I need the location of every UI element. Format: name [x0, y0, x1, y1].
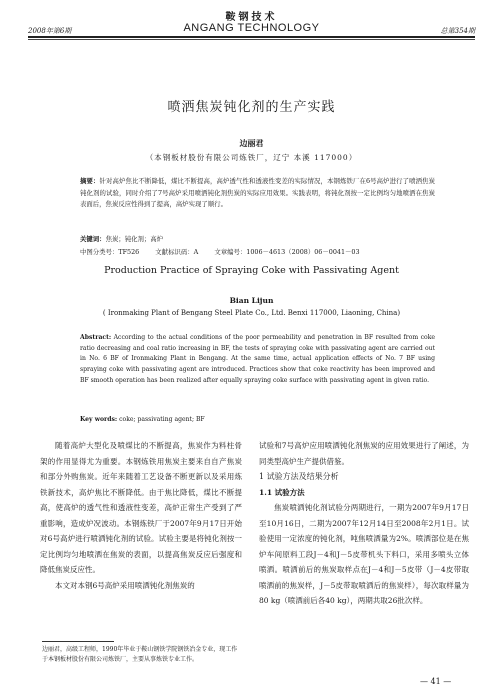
header-rule-thin — [28, 39, 475, 40]
issue-label: 2008年第6期 — [28, 27, 72, 35]
running-header — [28, 22, 475, 36]
document-code: 文献标识码：A — [155, 248, 199, 256]
abstract-text-en: According to the actual conditions of the poor permeability and penetration in BF resulted from coke ratio decreasing and coal ratio increasing in BF, the tests of spraying coke with passivating agent are carried out in No. 6 BF of Ironmaking Plant in Bengang. At the same time, actual application effects of No. 7 BF using spraying coke with passivating agent are introduced. Practices show that coke reactivity has been improved and BF smooth operation has been realized after equally spraying coke surface with passivating agent in given ratio. — [80, 334, 435, 384]
author-name-en: Bian Lijun — [229, 296, 274, 305]
abstract-en — [80, 333, 435, 387]
journal-name-cn: 鞍钢技术 — [225, 12, 278, 23]
section-heading: 1 试验方法及结果分析 — [259, 472, 339, 481]
author-name-cn: 边丽君 — [239, 138, 264, 148]
body-paragraph: 本文对本钢6号高炉采用喷洒钝化剂焦炭的 — [55, 580, 195, 590]
body-paragraph: 随着高炉大型化及喷煤比的不断提高，焦炭作为料柱骨架的作用显得尤为重要。本钢炼铁用焦炭主要来自自产焦炭和部分外购焦炭。近年来随着工艺设备不断更新以及采用炼铁新技术，高炉焦比不断降低。由于焦比降低，煤比不断提高，使高炉的透气性和透液性变差，高炉正常生产受到了严重影响，造成炉况波动。本钢炼铁厂于2007年9月17日开始对6号高炉进行喷洒钝化剂的试验。试验主要是将钝化剂按一定比例均匀地喷洒在焦炭的表面，以提高焦炭反应后强度和降低焦炭反应性。 — [40, 441, 242, 574]
body-column-left — [40, 438, 242, 593]
journal-name-en: ANGANG TECHNOLOGY — [183, 22, 320, 34]
class-number: 中图分类号：TF526 — [80, 248, 140, 256]
abstract-cn — [80, 176, 435, 211]
footnote-rule — [42, 641, 114, 642]
body-paragraph: 试验和7号高炉应用喷洒钝化剂焦炭的应用效果进行了阐述，为同类型高炉生产提供借鉴。 — [259, 441, 469, 466]
article-title-cn: 喷洒焦炭钝化剂的生产实践 — [167, 100, 336, 115]
abstract-label-en: Abstract: — [80, 334, 112, 341]
total-issue-label: 总第354期 — [440, 27, 475, 35]
keywords-en — [80, 416, 205, 423]
author-footnote: 边丽君，高级工程师，1990年毕业于鞍山钢铁学院钢铁冶金专业，现工作于本钢板材股份有限公司炼铁厂，主要从事炼铁专业工作。 — [42, 646, 238, 663]
keywords-text-cn: 焦炭；钝化剂；高炉 — [105, 235, 164, 243]
body-paragraph: 焦炭喷洒钝化剂试验分两期进行，一期为2007年9月17日至10月16日，二期为2007年12月14日至2008年2月1日。试验使用一定浓度的钝化剂，吨焦喷洒量为2%。喷洒部位是在焦炉车间原料工段J－4和J－5皮带机头下料口，采用多喷头立体喷洒。喷洒前后的焦炭取样点在J－4和J－5皮带（J－4皮带取喷洒前的焦炭样，J－5皮带取喷洒后的焦炭样），每次取样量为80 kg（喷洒前后各40 kg），两期共取26批次样。 — [259, 503, 469, 605]
article-title-en: Production Practice of Spraying Coke with Passivating Agent — [104, 265, 399, 276]
body-column-right — [259, 438, 469, 609]
keywords-text-en: coke; passivating agent; BF — [117, 416, 205, 423]
affiliation-cn: （本钢板材股份有限公司炼铁厂，辽宁 本溪 117000） — [145, 153, 358, 162]
subsection-heading: 1.1 试验方法 — [259, 487, 305, 497]
classification-row — [80, 247, 440, 256]
header-rule-thick — [28, 36, 475, 38]
affiliation-en: ( Ironmaking Plant of Bengang Steel Plate Co., Ltd. Benxi 117000, Liaoning, China) — [102, 309, 401, 317]
keywords-label-en: Key words: — [80, 416, 118, 423]
article-number: 文章编号：1006－4613（2008）06－0041－03 — [214, 248, 360, 256]
abstract-text-cn: 针对高炉焦比不断降低，煤比不断提高，高炉透气性和透液性变差的实际情况，本钢炼铁厂在6号高炉进行了喷洒焦炭钝化剂的试验，同时介绍了7号高炉采用喷洒钝化剂焦炭的实际应用效果。实践表明，将钝化剂按一定比例均匀地喷洒在焦炭表面后，焦炭反应性得到了提高，高炉实现了顺行。 — [80, 177, 435, 208]
page-number: — 41 — — [420, 677, 452, 686]
keywords-label-cn: 关键词： — [80, 235, 106, 243]
keywords-cn — [80, 234, 163, 243]
abstract-label-cn: 摘要： — [80, 177, 100, 185]
